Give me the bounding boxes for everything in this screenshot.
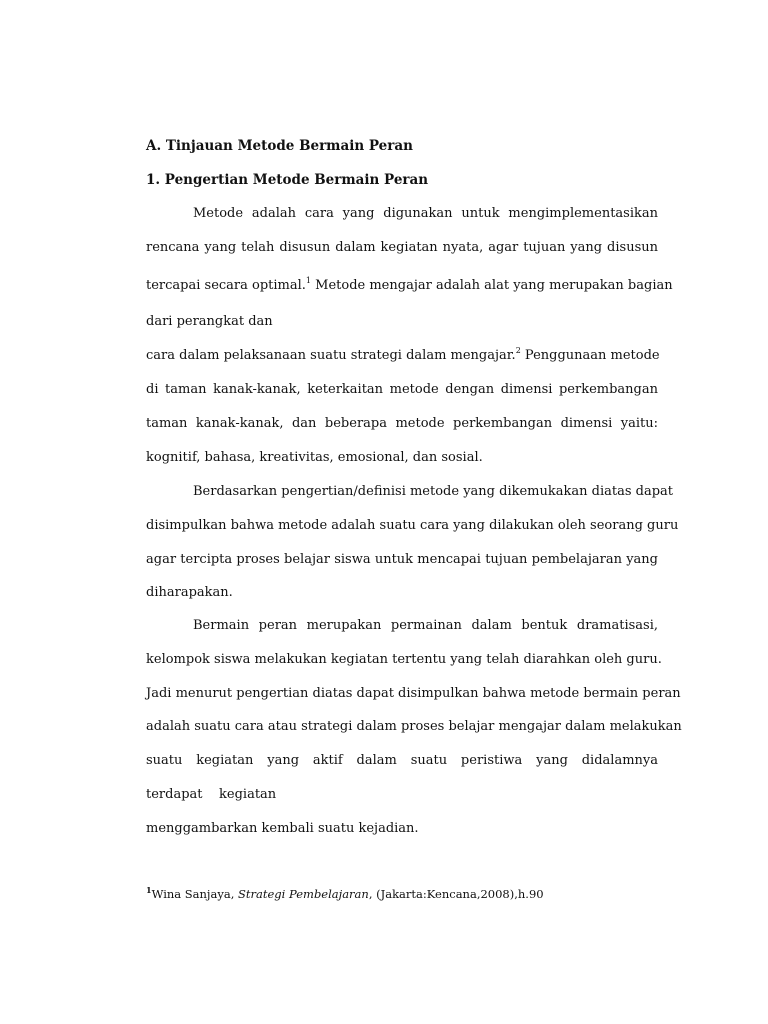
footnote-ref-2: 2	[515, 346, 521, 355]
footnote-ref-1: 1	[305, 276, 312, 285]
p3-line-5: suatu kegiatan yang aktif dalam suatu peristiwa yang didalamnya	[146, 753, 658, 768]
footnote-book-title: Strategi Pembelajaran	[238, 887, 369, 901]
p3-line-1: Bermain peran merupakan permainan dalam bentuk dramatisasi,	[193, 618, 658, 633]
p2-line-3: agar tercipta proses belajar siswa untuk mencapai tujuan pembelajaran yang	[146, 552, 658, 567]
p1-line-7: taman kanak-kanak, dan beberapa metode perkembangan dimensi yaitu:	[146, 416, 658, 431]
p1-line-4: dari perangkat dan	[146, 314, 273, 329]
p1-line-6: di taman kanak-kanak, keterkaitan metode dengan dimensi perkembangan	[146, 382, 658, 397]
p2-line-4: diharapakan.	[146, 585, 233, 600]
heading-1: 1. Pengertian Metode Bermain Peran	[146, 172, 429, 188]
p3-line-7: menggambarkan kembali suatu kejadian.	[146, 821, 419, 836]
footnote-publication: , (Jakarta:Kencana,2008),h.90	[368, 887, 544, 901]
p3-line-6: terdapat kegiatan	[146, 787, 277, 802]
p3-line-3: Jadi menurut pengertian diatas dapat disimpulkan bahwa metode bermain peran	[146, 686, 681, 701]
p1-line-3: tercapai secara optimal.$^1$ Metode mengajar adalah alat yang merupakan bagian	[146, 276, 673, 293]
p1-line-2: rencana yang telah disusun dalam kegiatan nyata, agar tujuan yang disusun	[146, 240, 658, 255]
footnote	[146, 887, 544, 901]
p2-line-1: Berdasarkan pengertian/definisi metode yang dikemukakan diatas dapat	[193, 484, 674, 499]
p1-line-8: kognitif, bahasa, kreativitas, emosional, dan sosial.	[146, 450, 483, 465]
heading-a: A. Tinjauan Metode Bermain Peran	[146, 138, 413, 154]
p1-line-5: cara dalam pelaksanaan suatu strategi dalam mengajar.$^2$ Penggunaan metode	[146, 346, 660, 363]
p1-line-1: Metode adalah cara yang digunakan untuk mengimplementasikan	[193, 206, 658, 221]
footnote-number: 1	[146, 885, 152, 895]
p2-line-2: disimpulkan bahwa metode adalah suatu cara yang dilakukan oleh seorang guru	[146, 518, 679, 533]
footnote-author: Wina Sanjaya,	[151, 887, 239, 901]
p3-line-2: kelompok siswa melakukan kegiatan tertentu yang telah diarahkan oleh guru.	[146, 652, 662, 667]
p3-line-4: adalah suatu cara atau strategi dalam proses belajar mengajar dalam melakukan	[146, 719, 682, 734]
